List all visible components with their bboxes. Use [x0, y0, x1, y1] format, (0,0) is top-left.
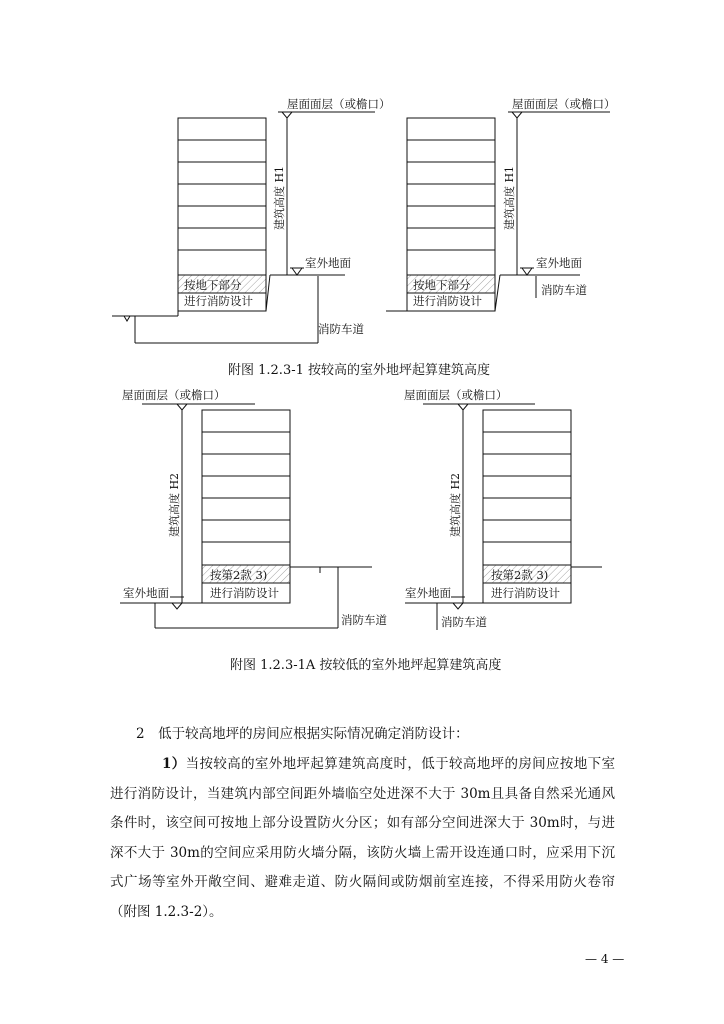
fire-lane-label: 消防车道: [341, 613, 387, 627]
basement-label-1: 按地下部分: [413, 278, 471, 292]
basement-label-2: 进行消防设计: [413, 294, 482, 308]
basement-label-2: 进行消防设计: [184, 294, 253, 308]
item-2-text: 2 低于较高地坪的房间应根据实际情况确定消防设计：: [136, 726, 469, 742]
figure-1-left: [112, 112, 375, 343]
figure-caption-1: 附图 1.2.3-1 按较高的室外地坪起算建筑高度: [228, 363, 491, 378]
clause-label-1: 按第2款 3): [491, 568, 549, 582]
building-body: [407, 118, 495, 275]
roof-label: 屋面面层（或檐口）: [287, 97, 391, 111]
item-2-heading: [110, 720, 615, 750]
page-number: — 4 —: [585, 952, 625, 966]
clause-label-1: 按第2款 3): [210, 568, 268, 582]
basement-label-1: 按地下部分: [184, 278, 242, 292]
ground-label: 室外地面: [123, 586, 169, 600]
sub-item-1-paragraph: [110, 750, 615, 927]
height-label-h2: 建筑高度 H2: [168, 472, 181, 538]
roof-label: 屋面面层（或檐口）: [404, 388, 508, 402]
building-body: [178, 118, 266, 275]
fire-lane-label: 消防车道: [318, 322, 364, 336]
fire-lane-label: 消防车道: [541, 283, 587, 297]
height-label-h1: 建筑高度 H1: [273, 165, 286, 231]
ground-label: 室外地面: [405, 586, 451, 600]
clause-label-2: 进行消防设计: [210, 586, 279, 600]
ground-label: 室外地面: [305, 256, 351, 270]
ground-label: 室外地面: [536, 256, 582, 270]
clause-label-2: 进行消防设计: [491, 586, 560, 600]
height-label-h2: 建筑高度 H2: [449, 472, 462, 538]
height-label-h1: 建筑高度 H1: [503, 165, 516, 231]
sub-item-1-marker: 1）: [162, 756, 186, 772]
roof-label: 屋面面层（或檐口）: [122, 388, 226, 402]
fire-lane-label: 消防车道: [441, 615, 487, 629]
sub-item-1-body: 当按较高的室外地坪起算建筑高度时，低于较高地坪的房间应按地下室进行消防设计，当建筑内部空间距外墙临空处进深不大于 30m且具备自然采光通风条件时，该空间可按地上部分设置防火分区；如有部分空间进深大于 30m时，与进深不大于 30m的空间应采用防火墙分隔，该防火墙上需开设连通口时，应采用下沉式广场等室外开敞空间、避难走道、防火隔间或防烟前室连接，不得采用防火卷帘（附图 1.2.3-2）。: [110, 756, 615, 920]
figure-caption-1a: 附图 1.2.3-1A 按较低的室外地坪起算建筑高度: [230, 658, 502, 673]
roof-label: 屋面面层（或檐口）: [512, 97, 616, 111]
